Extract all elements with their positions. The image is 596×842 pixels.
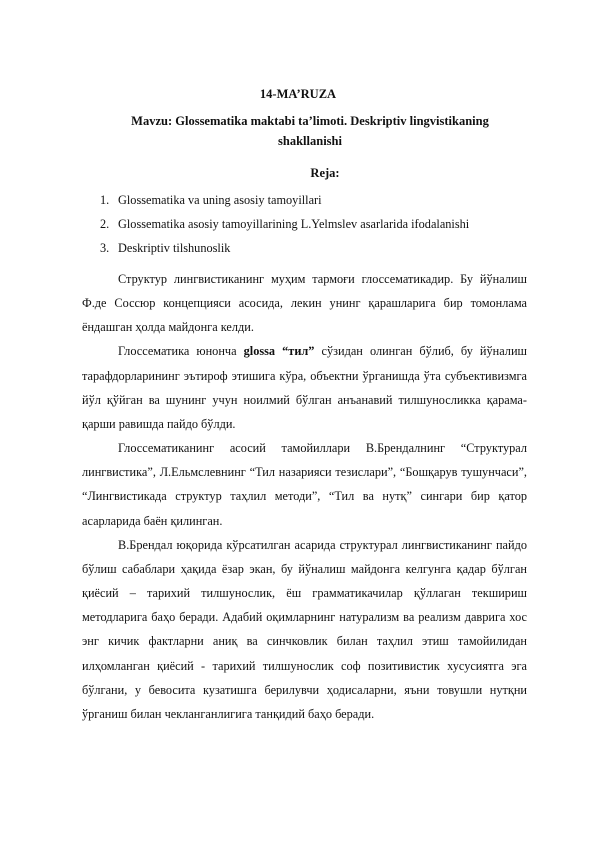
plan-item-text: Glossematika va uning asosiy tamoyillari [118,193,322,207]
bold-term: glossa “тил” [243,344,315,359]
paragraph: В.Брендал юқорида кўрсатилган асарида структурал лингвистиканинг пайдо бўлиш сабаблари ҳақида ёзар экан, бу йўналиш майдонга келгунга қадар бўлган қиёсий – тарихий тилшунослик, ёш грамматикачилар қўллаган текшириш методларига баҳо беради. Адабий оқимларнинг натурализм ва реализм даврига хос энг кичик фактларни аниқ ва синчковлик билан таҳлил этиш тамойилидан илҳомланган қиёсий - тарихий тилшунослик соф позитивистик хусусиятга эга бўлгани, у бевосита кузатишга берилувчи ҳодисаларни, яъни товушли нутқни ўрганиш билан чекланганлигига танқидий баҳо беради. [82,537,527,721]
paragraph-text: сўзидан олинган бўлиб, бу йўналиш тарафдорларининг эътироф этишига кўра, объектни ўрганишда ўта субъективизмга йўл қўйган ва шунинг учун ноилмий бўлган анъанавий тилшуносликка қарама-қарши равишда пайдо бўлди. [82,344,527,431]
plan-item-number: 2. [100,217,110,231]
plan-list [100,192,469,264]
lecture-topic: Mavzu: Glossematika maktabi ta’limoti. Deskriptiv lingvistikaning shakllanishi [131,114,489,148]
body-text [82,267,527,726]
plan-heading: Reja: [310,166,340,180]
plan-item-number: 3. [100,241,110,255]
plan-item-number: 1. [100,193,110,207]
plan-item-text: Deskriptiv tilshunoslik [118,241,231,255]
paragraph [82,339,527,436]
paragraph: Структур лингвистиканинг муҳим тармоғи глоссематикадир. Бу йўналиш Ф.де Соссюр концепцияси асосида, лекин унинг қарашларига бир томонлама ёндашган ҳолда майдонга келди. [82,272,527,335]
plan-item-text: Glossematika asosiy tamoyillarining L.Yelmslev asarlarida ifodalanishi [118,217,470,231]
paragraph: Глоссематиканинг асосий тамойиллари В.Брендалнинг “Структурал лингвистика”, Л.Ельмслевнинг “Тил назарияси тезислари”, “Бошқарув тушунчаси”, “Лингвистикада структур таҳлил методи”, “Тил ва нутқ” сингари бир қатор асарларида баён қилинган. [82,441,527,528]
plan-item [100,192,469,216]
plan-item [100,216,469,240]
paragraph-text: Глоссематика юнонча [118,344,244,359]
lecture-number: 14-MA’RUZA [259,87,337,101]
plan-item [100,240,469,264]
